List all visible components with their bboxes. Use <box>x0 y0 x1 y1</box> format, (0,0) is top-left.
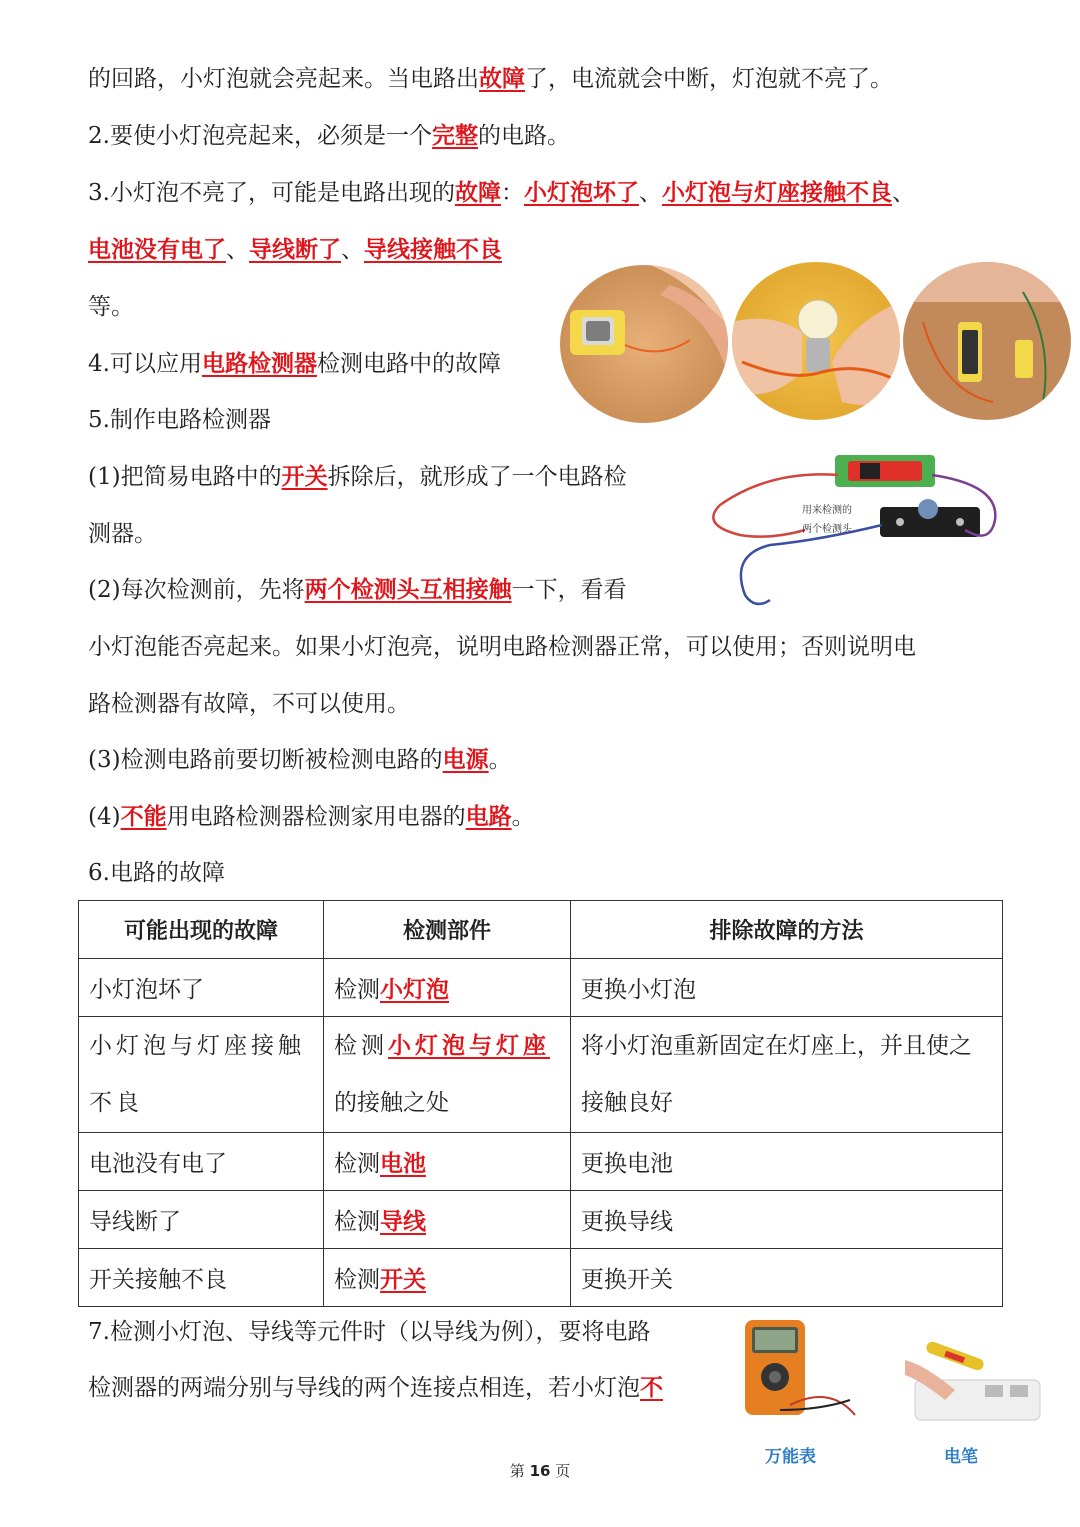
table-cell: 更换开关 <box>571 1249 1003 1307</box>
table-cell: 将小灯泡重新固定在灯座上，并且使之接触良好 <box>571 1017 1003 1133</box>
text-line: (3)检测电路前要切断被检测电路的电源。 <box>88 746 512 773</box>
text-line: 电池没有电了、导线断了、导线接触不良 <box>88 236 502 263</box>
photo-circuit-test <box>903 262 1071 420</box>
text-line: 测器。 <box>88 521 157 547</box>
table-row <box>79 1191 1003 1249</box>
circuit-detector-figure <box>710 445 1000 610</box>
table-header: 可能出现的故障 <box>79 901 324 959</box>
page-number: 16 <box>529 1462 551 1480</box>
table-cell: 更换电池 <box>571 1133 1003 1191</box>
table-cell: 更换小灯泡 <box>571 959 1003 1017</box>
table-row <box>79 959 1003 1017</box>
table-cell: 电池没有电了 <box>79 1133 324 1191</box>
photo-bulb <box>732 262 900 420</box>
text-line: (1)把简易电路中的开关拆除后，就形成了一个电路检 <box>88 463 627 490</box>
text-line: (2)每次检测前，先将两个检测头互相接触一下，看看 <box>88 576 627 603</box>
table-row <box>79 1133 1003 1191</box>
text-line: 检测器的两端分别与导线的两个连接点相连，若小灯泡不 <box>88 1374 663 1401</box>
table-cell: 检测小灯泡与灯座的接触之处 <box>324 1017 571 1133</box>
table-cell: 开关接触不良 <box>79 1249 324 1307</box>
text-line: 6.电路的故障 <box>88 860 225 886</box>
table-cell: 检测电池 <box>324 1133 571 1191</box>
table-header-row <box>79 901 1003 959</box>
text-line: 的回路，小灯泡就会亮起来。当电路出故障了，电流就会中断，灯泡就不亮了。 <box>88 65 893 92</box>
page-footer: 第 16 页 <box>509 1462 571 1480</box>
fault-table <box>78 900 1003 1307</box>
text-line: 4.可以应用电路检测器检测电路中的故障 <box>88 350 501 377</box>
text-line: 2.要使小灯泡亮起来，必须是一个完整的电路。 <box>88 122 570 149</box>
table-cell: 更换导线 <box>571 1191 1003 1249</box>
table-cell: 检测开关 <box>324 1249 571 1307</box>
table-row <box>79 1249 1003 1307</box>
text-line: 路检测器有故障，不可以使用。 <box>88 691 410 717</box>
table-cell: 导线断了 <box>79 1191 324 1249</box>
table-header: 检测部件 <box>324 901 571 959</box>
detector-label: 两个检测头 <box>802 524 852 535</box>
text-line: 7.检测小灯泡、导线等元件时（以导线为例），要将电路 <box>88 1319 651 1345</box>
table-cell: 小灯泡坏了 <box>79 959 324 1017</box>
table-cell: 检测小灯泡 <box>324 959 571 1017</box>
text-line: (4)不能用电路检测器检测家用电器的电路。 <box>88 803 535 830</box>
electric-pen-image <box>905 1330 1045 1425</box>
table-cell: 小灯泡与灯座接触不良 <box>79 1017 324 1133</box>
text-line: 小灯泡能否亮起来。如果小灯泡亮，说明电路检测器正常，可以使用；否则说明电 <box>88 634 916 660</box>
table-cell: 检测导线 <box>324 1191 571 1249</box>
caption-multimeter: 万能表 <box>765 1447 816 1467</box>
table-header: 排除故障的方法 <box>571 901 1003 959</box>
text-line: 5.制作电路检测器 <box>88 407 271 433</box>
detector-label: 用来检测的 <box>802 505 852 516</box>
caption-electric-pen: 电笔 <box>944 1447 978 1467</box>
text-line: 等。 <box>88 294 134 320</box>
photo-battery-circuit <box>560 265 728 423</box>
text-line: 3.小灯泡不亮了，可能是电路出现的故障：小灯泡坏了、小灯泡与灯座接触不良、 <box>88 179 915 206</box>
table-row <box>79 1017 1003 1133</box>
multimeter-image <box>740 1315 860 1425</box>
